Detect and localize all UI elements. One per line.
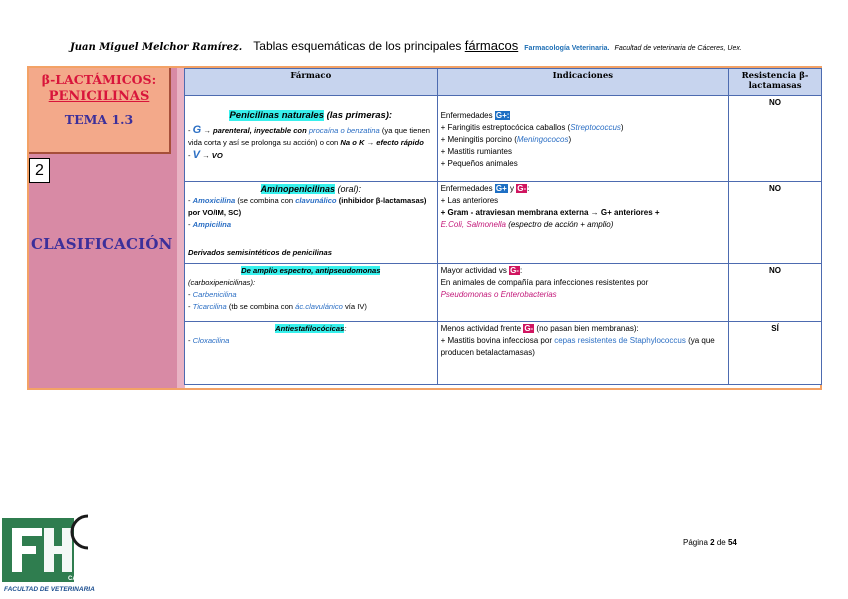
summary-sheet [27,66,822,390]
farmaco-link: clavunálico [295,196,337,205]
ind-organism: E.Coli, Salmonella [440,220,506,229]
header-farmaco: Fármaco [185,69,438,96]
ind-text: + Faringitis estreptocócica caballos ( [440,123,571,132]
drug-name: Carbenicilina [192,290,237,299]
ind-text: ) [568,135,572,144]
topic-box [29,68,171,154]
ind-intro [441,265,725,277]
ind-text: ) [620,123,624,132]
farmaco-text: (ya que tienen vida corta y así se prolonga su acción) o con [188,126,431,147]
ind-organism: Streptococcus [570,123,621,132]
drug-name: Amoxicilina [192,196,236,205]
logo-graphic [2,514,98,594]
ind-line: + Las anteriores [440,196,499,205]
cell-indicaciones [437,322,728,385]
gram-badge: G- [524,324,534,333]
title-prefix: Tablas esquemáticas de los principales [253,39,462,53]
table-header-row [185,69,822,96]
cell-indicaciones [437,264,728,322]
ind-organism: Pseudomonas o Enterobacterias [440,290,557,299]
farmaco-line: - G → parenteral, inyectable con procaína o benzatina (ya que tienen vida corta y así se prolonga su acción) o con Na o K → efecto rápido [188,124,431,147]
cell-indicaciones [437,96,728,182]
table-row [185,264,822,322]
drug-name: V [192,149,200,161]
farmaco-title-line [188,323,434,335]
farmaco-text: vía IV) [342,302,367,311]
page-of: de [716,538,726,547]
page-header [70,38,810,53]
farmaco-link: procaína o benzatina [308,126,380,135]
page-total: 54 [727,538,737,547]
ind-intro [441,183,725,195]
course-name: Farmacología Veterinaria. [524,45,610,52]
topic-tema: TEMA 1.3 [64,112,134,127]
farmaco-text: → parenteral, inyectable con [201,126,309,135]
cell-resistencia: NO [729,264,822,322]
ind-text: (no pasan bien membranas): [534,324,639,333]
gram-badge: G- [510,266,519,275]
gram-badge: G+: [495,111,510,120]
farmaco-title-line [188,265,434,277]
ind-line [441,134,725,146]
ind-line: + Pequeños animales [440,159,518,168]
ind-line [441,219,725,231]
page-label: Página [683,538,708,547]
title-underlined: fármacos [464,38,519,53]
farmaco-title: Antiestafilocócicas [275,324,345,333]
cell-resistencia: NO [729,182,822,264]
ind-text: Enfermedades [440,111,495,120]
header-resistencia: Resistencia β-lactamasas [729,69,822,96]
cell-resistencia: SÍ [729,322,822,385]
farmaco-text: → efecto rápido [364,138,424,147]
document-title [253,39,518,53]
farmaco-note: Derivados semisintéticos de penicilinas [188,248,332,257]
farmaco-line: - Ampicilina [188,220,232,229]
farmaco-title: Aminopenicilinas [260,184,336,194]
farmaco-text: Na o K [340,138,365,147]
farmaco-text: → VO [199,151,223,160]
gram-badge: G- [517,184,527,193]
farmaco-link: ác.clavulánico [295,302,343,311]
farmaco-title-line [188,183,434,195]
cell-indicaciones [437,182,728,264]
topic-penicilinas: PENICILINAS [48,89,150,104]
cell-farmaco [185,322,438,385]
ind-text: Enfermedades [440,184,495,193]
ind-organism: Meningococos [516,135,569,144]
logo-faculty: FACULTAD DE VETERINARIA [4,586,95,593]
logo-city: CÁCERES [68,576,98,582]
ind-organism: cepas resistentes de Staphylococcus [554,336,686,345]
page-number [683,538,737,547]
ind-line [441,335,725,359]
ind-text: y [507,184,517,193]
farmaco-text: (tb se combina con [226,302,296,311]
cell-resistencia: NO [729,96,822,182]
drug-name: Cloxacilina [192,336,230,345]
section-label: CLASIFICACIÓN [31,235,173,253]
farmaco-title-suffix: (oral): [335,184,362,194]
faculty-logo [2,514,98,594]
ind-text: + Meningitis porcino ( [440,135,517,144]
ind-text: (ya que producen betalactamasas) [440,336,715,357]
ind-text: Mayor actividad vs [440,266,510,275]
farmaco-line: (carboxipenicilinas): [188,278,256,287]
ind-text: + Mastitis bovina infecciosa por [440,336,555,345]
author-name: Juan Miguel Melchor Ramírez. [70,42,243,53]
cell-farmaco [185,182,438,264]
farmaco-title: Penicilinas naturales [229,110,324,121]
drug-name: G [192,124,202,136]
cell-farmaco [185,96,438,182]
farmaco-title-suffix: : [344,324,347,333]
farmaco-title-line [188,110,434,122]
farmaco-title: De amplio espectro, antipseudomonas [241,266,381,275]
side-panel [29,68,184,388]
ind-line: En animales de compañía para infecciones resistentes por [440,278,649,287]
topic-beta: β-LACTÁMICOS: [41,72,157,87]
ind-text: : [519,266,523,275]
farmaco-line: - Amoxicilina (se combina con clavunálico (inhibidor β-lactamasas) por VO/IM, SC) [188,196,427,217]
cell-farmaco [185,264,438,322]
farmaco-line: - Carbenicilina [188,290,237,299]
ind-text: : [527,184,530,193]
farmaco-text: (se combina con [235,196,296,205]
farmaco-line: - V → VO [188,149,223,161]
ind-line: + Gram - atraviesan membrana externa → G+ anteriores + [440,208,660,217]
table-row [185,182,822,264]
section-number: 2 [29,158,50,183]
table-row [185,322,822,385]
faculty-name: Facultad de veterinaria de Cáceres, Uex. [614,45,742,52]
ind-intro [441,110,725,122]
ind-line [441,122,725,134]
gram-badge: G+ [495,184,507,193]
drug-table [184,68,822,385]
farmaco-line: - Ticarcilina (tb se combina con ác.clavulánico vía IV) [188,302,367,311]
farmaco-title-suffix: (las primeras): [323,110,393,121]
ind-intro [441,323,725,335]
header-indicaciones: Indicaciones [437,69,728,96]
table-row [185,96,822,182]
ind-line: + Mastitis rumiantes [440,147,512,156]
farmaco-line: - Cloxacilina [188,336,230,345]
ind-text: Menos actividad frente [440,324,524,333]
drug-name: Ticarcilina [192,302,227,311]
page-current: 2 [710,538,715,547]
ind-text: (espectro de acción + amplio) [505,220,614,229]
drug-name: Ampicilina [192,220,232,229]
farmaco-text: (inhibidor β-lactamasas) por VO/IM, SC) [188,196,427,217]
